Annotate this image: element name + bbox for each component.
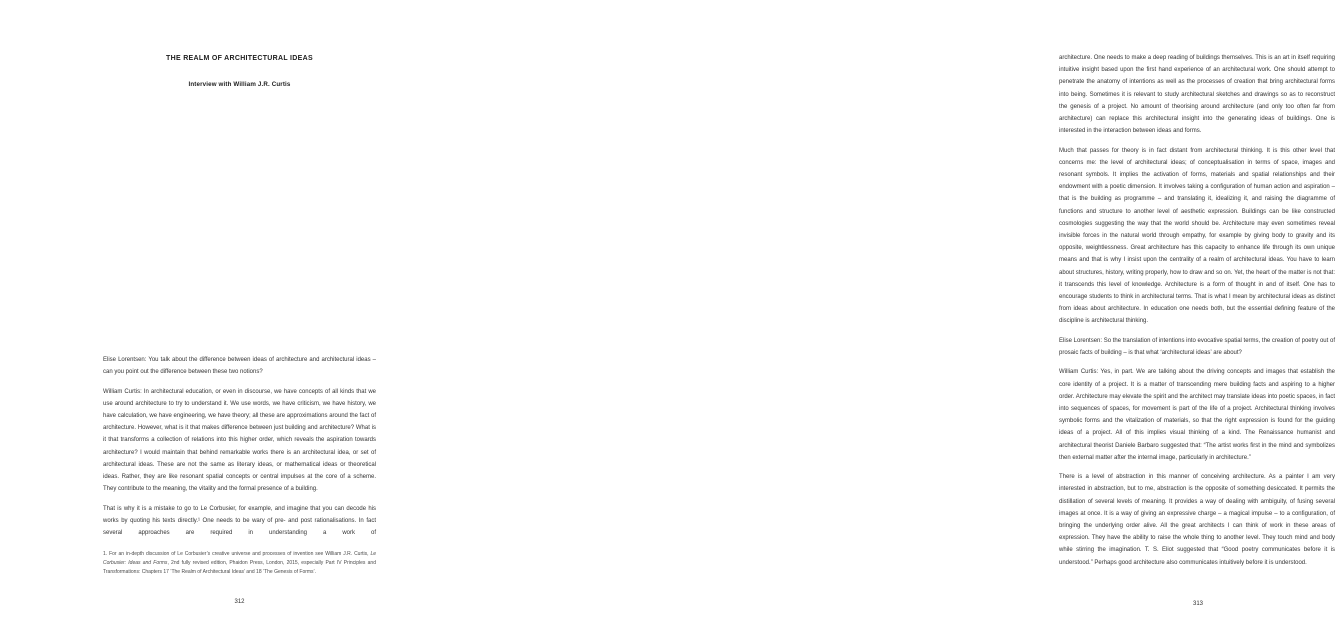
page-number-left: 312 xyxy=(234,599,245,605)
article-subtitle: Interview with William J.R. Curtis xyxy=(188,81,291,88)
footnote-text-post: , 2nd fully revised edition, Phaidon Press, London, 2015, especially Part IV Principles and Transformations: Chapters 17 ‘The Realm of Architectural Ideas’ and 18 ‘The Genesis of Forms’. xyxy=(103,560,376,575)
page-number-right: 313 xyxy=(1192,601,1203,607)
page-right xyxy=(480,0,1335,637)
article-header xyxy=(103,55,376,88)
footnote-text-pre: 1. For an in-depth discussion of Le Corbusier’s creative universe and processes of invention see William J.R. Curtis, xyxy=(103,551,371,558)
footnote-book-title: Le Corbusier: Ideas and Forms xyxy=(103,551,376,567)
interview-answer: William Curtis: Yes, in part. We are talking about the driving concepts and images that establish the core identity of a project. It is a matter of transcending mere building facts and aspiring to a higher order. Architecture may elevate the spirit and the architect may translate ideas into poetic spaces, in fact into sequences of spaces, for movement is part of the life of a project. Architectural thinking involves symbolic forms and the vitalization of materials, so that the right expression is found for the guiding ideas of a project. All of this implies visual thinking of a kind. The Renaissance humanist and architectural theorist Daniele Barbaro suggested that: “The artist works first in the mind and symbolizes then external matter after the internal image, particularly in architecture.” xyxy=(1059,369,1335,461)
left-page-body xyxy=(103,354,376,577)
interview-answer: Much that passes for theory is in fact distant from architectural thinking. It is this other level that concerns me: the level of architectural ideas; of conceptualisation in terms of space, images and resonant symbols. It implies the activation of forms, materials and spatial relationships and their endowment with a poetic dimension. It involves taking a configuration of human action and aspiration – that is the building as programme – and translating it, idealizing it, and raising the diagramme of functions and structure to another level of aesthetic expression. Buildings can be like constructed cosmologies suggesting the way that the world should be. Architecture may even sometimes reveal invisible forces in the natural world through empathy, for example by giving body to gravity and its opposite, weightlessness. Great architecture has this capacity to enhance life through its own unique means and that is why I insist upon the centrality of a realm of architectural ideas. You have to learn about structures, history, writing properly, how to draw and so on. Yet, the heart of the matter is not that: it transcends this level of knowledge. Architecture is a form of thought in and of itself. One has to encourage students to think in architectural terms. That is what I mean by architectural ideas as distinct from ideas about architecture. In education one needs both, but the essential defining feature of the discipline is architectural thinking. xyxy=(1059,147,1335,325)
right-page-body xyxy=(1059,52,1335,569)
interview-answer: There is a level of abstraction in this manner of conceiving architecture. As a painter I am very interested in abstraction, but to me, abstraction is the opposite of something desiccated. It permits the distillation of several levels of meaning. It provides a way of dealing with ambiguity, of fusing several images at once. It is a way of giving an expressive charge – a magical impulse – to a configuration, of bringing the underlying order alive. All the great architects I can think of work in these areas of expression. They have the ability to raise the whole thing to another level. They touch mind and body while stirring the imagination. T. S. Eliot suggested that “Good poetry communicates before it is understood.” Perhaps good architecture also communicates intuitively before it is understood. xyxy=(1059,474,1335,566)
interview-answer: William Curtis: In architectural education, or even in discourse, we have concepts of all kinds that we use around architecture to try to understand it. We use words, we have criticism, we have history, we have calculation, we have engineering, we have theory; all these are approximations around the fact of architecture. However, what is it that makes difference between just building and architecture? What is it that transforms a collection of relations into this higher order, which reveals the aspiration towards architecture? I would maintain that behind remarkable works there is an architectural idea, or set of architectural ideas. These are not the same as literary ideas, or mathematical ideas or theoretical ideas. Rather, they are like resonant spatial concepts or central impulses at the core of a scheme. They contribute to the meaning, the vitality and the formal presence of a building. xyxy=(103,388,376,493)
interview-answer-runover: architecture. One needs to make a deep reading of buildings themselves. This is an art in itself requiring intuitive insight based upon the first hand experience of an architectural work. One should attempt to penetrate the anatomy of intentions as well as the processes of creation that bring architectural forms into being. Sometimes it is relevant to study architectural sketches and drawings so as to reconstruct the genesis of a project. No amount of theorising around architecture (and only too often far from architecture) can replace this architectural insight into the generating ideas of buildings. One is interested in the interaction between ideas and forms. xyxy=(1059,55,1335,135)
article-title: THE REALM OF ARCHITECTURAL IDEAS xyxy=(166,55,313,62)
footnote xyxy=(103,550,376,576)
interview-question: Elise Lorentsen: You talk about the difference between ideas of architecture and architectural ideas – can you point out the difference between these two notions? xyxy=(103,357,376,376)
page-left xyxy=(0,0,480,637)
interview-question: Elise Lorentsen: So the translation of intentions into evocative spatial terms, the creation of poetry out of prosaic facts of building – is that what ‘architectural ideas’ are about? xyxy=(1059,337,1335,357)
interview-answer-continued: That is why it is a mistake to go to Le Corbusier, for example, and imagine that you can decode his works by quoting his texts directly.¹ One needs to be wary of pre- and post rationalisations. In fact several approaches are required in understanding a work of xyxy=(103,505,376,537)
